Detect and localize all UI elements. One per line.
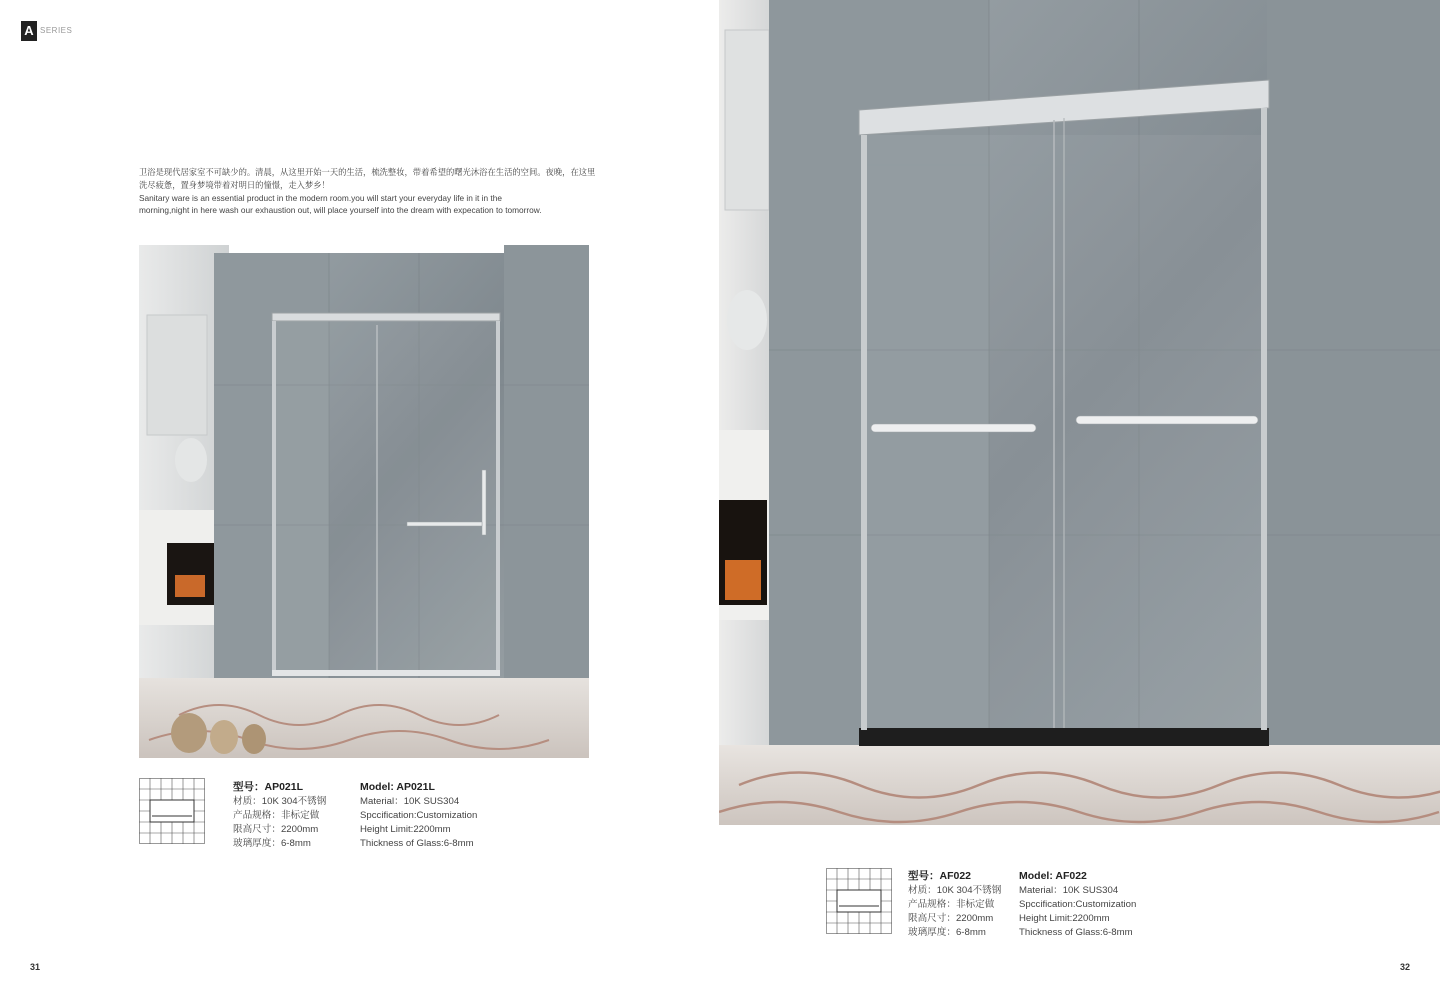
spec-zh-material: 材质：10K 304不锈钢 [233,796,327,807]
series-label: SERIES [40,26,73,35]
spec-en-model: Model: AF022 [1019,870,1087,882]
spec-en-spec: Spccification:Customization [1019,899,1137,910]
spec-en-height: Height Limit:2200mm [360,824,451,835]
intro-zh-line2: 洗尽疲惫，置身梦境带着对明日的憧憬，走入梦乡！ [139,180,330,190]
page-number-right: 32 [1400,962,1411,972]
spec-zh-af022 [908,869,1001,940]
spec-zh-ap021l [233,780,326,851]
series-badge: A [21,21,37,41]
intro-en-line1: Sanitary ware is an essential product in the modern room.you will start your everyday life in it in the [139,193,502,203]
product-photo-af022 [719,0,1440,825]
spec-zh-glass: 玻璃厚度：6-8mm [233,838,311,849]
spec-zh-material: 材质：10K 304不锈钢 [908,885,1002,896]
spec-en-ap021l [360,780,477,851]
spec-zh-spec: 产品规格：非标定做 [908,899,995,910]
spec-zh-model: 型号：AF022 [908,870,972,882]
intro-en-line2: morning,night in here wash our exhaustion out, will place yourself into the dream with expecation to tomorrow. [139,205,542,215]
spec-zh-spec: 产品规格：非标定做 [233,810,320,821]
spec-zh-glass: 玻璃厚度：6-8mm [908,927,986,938]
spec-en-af022 [1019,869,1136,940]
spec-zh-height: 限高尺寸：2200mm [233,824,319,835]
spec-en-height: Height Limit:2200mm [1019,913,1110,924]
page-number-left: 31 [30,962,41,972]
spec-en-model: Model: AP021L [360,781,435,793]
spec-en-spec: Spccification:Customization [360,810,478,821]
product-photo-ap021l [139,245,589,758]
spec-en-material: Material：10K SUS304 [1019,885,1119,896]
spec-zh-model: 型号：AP021L [233,781,304,793]
grid-diagram-ap021l [139,778,205,844]
grid-diagram-af022 [826,868,892,934]
intro-zh-line1: 卫浴是现代居家室不可缺少的。清晨，从这里开始一天的生活，梳洗整妆，带着希望的曙光沐浴在生活的空间。夜晚，在这里 [139,167,596,177]
spec-zh-height: 限高尺寸：2200mm [908,913,994,924]
spec-en-glass: Thickness of Glass:6-8mm [360,838,474,849]
spec-en-glass: Thickness of Glass:6-8mm [1019,927,1133,938]
spec-en-material: Material：10K SUS304 [360,796,460,807]
